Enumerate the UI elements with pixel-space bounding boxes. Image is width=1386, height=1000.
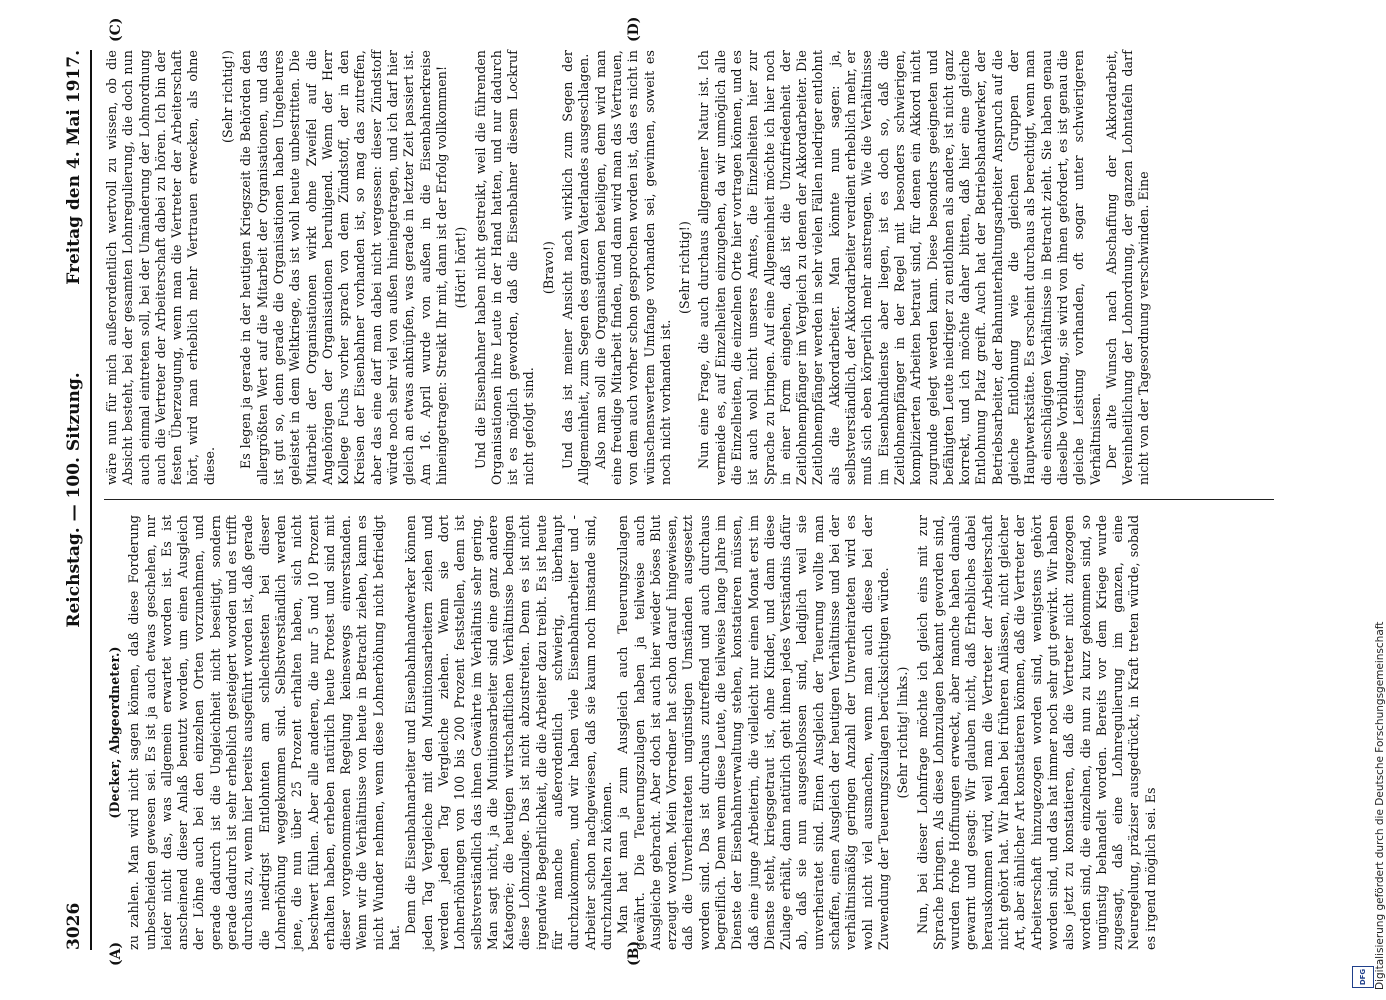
digitization-credit: Digitalisierung gefördert durch die Deutsche Forschungsgemeinschaft [1374,621,1386,990]
session-date: Freitag den 4. Mai 1917. [64,50,84,285]
page-number: 3026 [64,902,84,950]
paragraph: Und das ist meiner Ansicht nach wirklich zum Segen der Allgemeinheit, zum Segen des ganzen Vaterlandes ausgeschlagen. [560,50,592,485]
margin-marker-c: (C) [108,17,124,42]
margin-marker-b: (B) [626,940,642,966]
paragraph: Und die Eisenbahner haben nicht gestreikt, weil die führenden Organisationen ihre Leute in der Hand hatten, und nur dadurch ist es möglich geworden, daß die Eisenbahner diesem Lockruf nicht gefolgt sind. [472,50,537,485]
paragraph: Also man soll die Organisationen beteiligen, denn wird man eine freudige Mitarbeit finden, und dann wird man das Vertrauen, von dem auch vorher schon gesprochen worden ist, das es nicht in wünschenswertem Umfange vorhanden sei, gewinnen, soweit es noch nicht vorhanden ist. [592,50,673,485]
rotated-page [16,0,1316,1000]
session-title: Reichstag. — 100. Sitzung. [64,372,84,628]
page-header [58,50,92,950]
paragraph: Man hat man ja zum Ausgleich auch Teuerungszulagen gewährt. Die Teuerungszulagen haben ja teilweise auch Ausgleiche gebracht. Aber doch ist auch hier wieder böses Blut erzeugt worden. Mein Vorredner hat schon darauf hingewiesen, daß die Unverheirateten ungünstigen Umständen ausgesetzt worden sind. Das ist durchaus zutreffend und auch durchaus begreiflich. Denn wenn diese Leute, die teilweise lange Jahre im Dienste der Eisenbahnverwaltung stehen, konstatieren müssen, daß eine junge Arbeiterin, die vielleicht nur einen Monat erst im Dienste steht, kriegsgetraut ist, ohne Kinder, und dann diese Zulage erhält, dann natürlich geht ihnen jedes Verständnis dafür ab, daß sie nun ausgeschlossen sind, lediglich weil sie unverheiratet sind. Einen Ausgleich der Teuerung wollte man schaffen, einen Ausgleich der heutigen Verhältnisse und bei der verhältnismäßig geringen Anzahl der Unverheirateten wird es wohl nicht viel ausmachen, wenn man auch diese bei der Zuwendung der Teuerungszulagen berücksichtigen würde. [615,515,891,950]
paragraph: Nun, bei dieser Lohnfrage möchte ich gleich eins mit zur Sprache bringen. Als diese Lohnzulagen bekannt geworden sind, wurden frohe Hoffnungen erweckt, aber manche haben damals gewarnt und gesagt: Wir glauben nicht, daß Erhebliches dabei herauskommen wird, weil man die Vertreter der Arbeiterschaft nicht gehört hat. Wir haben bei früheren Anlässen, nicht gleicher Art, aber ähnlicher Art konstatieren können, daß die Vertreter der Arbeiterschaft hinzugezogen worden sind, wenigstens gehört worden sind, und das hat immer noch sehr gut gewirkt. Wir haben also jetzt zu konstatieren, daß die Vertreter nicht zugezogen worden sind, die einzelnen, die nun zu kurz gekommen sind, so ungünstig behandelt worden. Bereits vor dem Kriege wurde zugesagt, daß eine Lohnregulierung im ganzen, eine Neuregelung, präziser ausgedrückt, in Kraft treten würde, sobald es irgend möglich sei. Es [914,515,1158,950]
interjection: (Sehr richtig!) [677,221,693,314]
right-column [104,50,1274,485]
paragraph: Nun eine Frage, die auch durchaus allgemeiner Natur ist. Ich vermeide es, auf Einzelheiten einzugehen, da wir unmöglich alle die Einzelheiten, die einzelnen Orte hier vortragen können, und es ist auch wohl nicht unseres Amtes, die Einzelheiten hier zur Sprache zu bringen. Auf eine Allgemeinheit möchte ich hier noch in einer Form eingehen, daß ist die Unzufriedenheit der Zeitlohnempfänger im Vergleich zu denen der Akkordarbeiter. Die Zeitlohnempfänger werden in sehr vielen Fällen niedriger entlohnt als die Akkordarbeiter. Man könnte nun sagen: ja, selbstverständlich, der Akkordarbeiter verdient erheblich mehr, er muß sich eben körperlich mehr anstrengen. Wie die Verhältnisse im Eisenbahndienste aber liegen, ist es doch so, daß die Zeitlohnempfänger in der Regel mit besonders schwierigen, komplizierten Arbeiten betraut sind, für denen ein Akkord nicht zugrunde gelegt werden kann. Diese besonders geeigneten und befähigten Leute niedriger zu entlohnen als andere, ist nicht ganz korrekt, und ich möchte daher bitten, daß hier eine gleiche Entlohnung Platz greift. Auch hat der Betriebshandwerker, der Betriebsarbeiter, der Bahnunterhaltungsarbeiter Anspruch auf die gleiche Entlohnung wie die gleichen Gruppen der Hauptwerkstätte. Es erscheint durchaus als berechtigt, wenn man die einschlägigen Verhältnisse in Betracht zieht. Sie haben genau dieselbe Vorbildung, sie wird von ihnen gefordert, es ist genau die gleiche Leistung vorhanden, oft sogar unter schwierigeren Verhältnissen. [696,50,1103,485]
paragraph: zu zahlen. Man wird nicht sagen können, daß diese Forderung unbescheiden gewesen sei. Es ist ja auch etwas geschehen, nur leider nicht das, was allgemein erwartet worden ist. Es ist anscheinend dieser Anlaß benutzt worden, um einen Ausgleich der Löhne auch bei den einzelnen Orten vorzunehmen, und gerade dadurch ist die Ungleichheit nicht beseitigt, sondern gerade dadurch ist sehr erheblich gesteigert worden und es trifft durchaus zu, wenn hier bereits ausgeführt worden ist, daß gerade die niedrigst Entlohnten am schlechtesten bei dieser Lohnerhöhung weggekommen sind. Selbstverständlich werden jene, die nun über 25 Prozent erhalten haben, sich nicht beschwert fühlen. Aber alle anderen, die nur 5 und 10 Prozent erhalten haben, erheben natürlich heute Protest und sind mit dieser vorgenommenen Regelung keineswegs einverstanden. Wenn wir die Verhältnisse von heute in Betracht ziehen, kann es nicht Wunder nehmen, wenn diese Lohnerhöhung nicht befriedigt hat. [126,515,403,950]
interjection: (Sehr richtig!) [220,50,236,143]
interjection: (Hört! hört!) [453,226,469,309]
dfg-logo: DFG [1352,966,1374,988]
margin-marker-d: (D) [626,16,642,42]
paragraph: Der alte Wunsch nach Abschaffung der Akkordarbeit, Vereinheitlichung der Lohnordnung, der ganzen Lohntafeln darf nicht von der Tagesordnung verschwinden. Eine [1103,50,1152,485]
paragraph: Denn die Eisenbahnarbeiter und Eisenbahnhandwerker können jeden Tag Vergleiche mit den Munitionsarbeitern ziehen und werden jeden Tag Vergleiche ziehen. Wenn sie dort Lohnerhöhungen von 100 bis 200 Prozent feststellen, denn ist selbstverständlich das ihnen Gewährte im Verhältnis sehr gering. Man sagt nicht, ja die Munitionsarbeiter sind eine ganz andere Kategorie; die heutigen wirtschaftlichen Verhältnisse bedingen diese Lohnzulage. Das ist nicht abzustreiten. Denn es ist nicht irgendwie Begehrlichkeit, die die Arbeiter dazu treibt. Es ist heute für manche außerordentlich schwierig, überhaupt durchzukommen, und wir haben viele Eisenbahnarbeiter und -Arbeiter schon nachgewiesen, daß sie kaum noch imstande sind, durchzuhalten zu können. [403,515,614,950]
speaker-label: (Decker, Abgeordneter.) [107,646,122,819]
left-column [104,515,1274,950]
interjection: (Sehr richtig! links.) [895,666,911,799]
paragraph: wäre nun für mich außerordentlich wertvoll zu wissen, ob die Absicht besteht, bei der gesamten Lohnregulierung, die doch nun auch einmal eintreten soll, bei der Umänderung der Lohnordnung auch die Vertreter der Arbeiterschaft dabei zu hören. Ich bin der festen Überzeugung, wenn man die Vertreter der Arbeiterschaft hört, wird man erheblich mehr Vertrauen erwecken, als ohne diese. [104,50,217,485]
interjection: (Bravo!) [540,240,556,295]
paragraph: Es legen ja gerade in der heutigen Kriegszeit die Behörden den allergrößten Wert auf die Mitarbeit der Organisationen, und das ist gut so, denn gerade die Organisationen haben Ungeheures geleistet in dem Weltkriege, das ist wohl heute unbestritten. Die Mitarbeit der Organisationen wirkt ohne Zweifel auf die Angehörigen der Organisationen beruhigend. Wenn der Herr Kollege Fuchs vorher sprach von dem Zündstoff, der in den Kreisen der Eisenbahner vorhanden ist, so mag das zutreffen, aber das eine darf man dabei nicht vergessen: dieser Zündstoff würde noch sehr viel von außen hineingetragen, und ich darf hier gleich an etwas anknüpfen, was gerade in letzter Zeit passiert ist. Am 16. April wurde von außen in die Eisenbahnerkreise hineingetragen: Streikt Ihr mit, dann ist der Erfolg vollkommen! [238,50,449,485]
column-divider [104,499,1274,500]
margin-marker-a: (A) [108,941,124,966]
